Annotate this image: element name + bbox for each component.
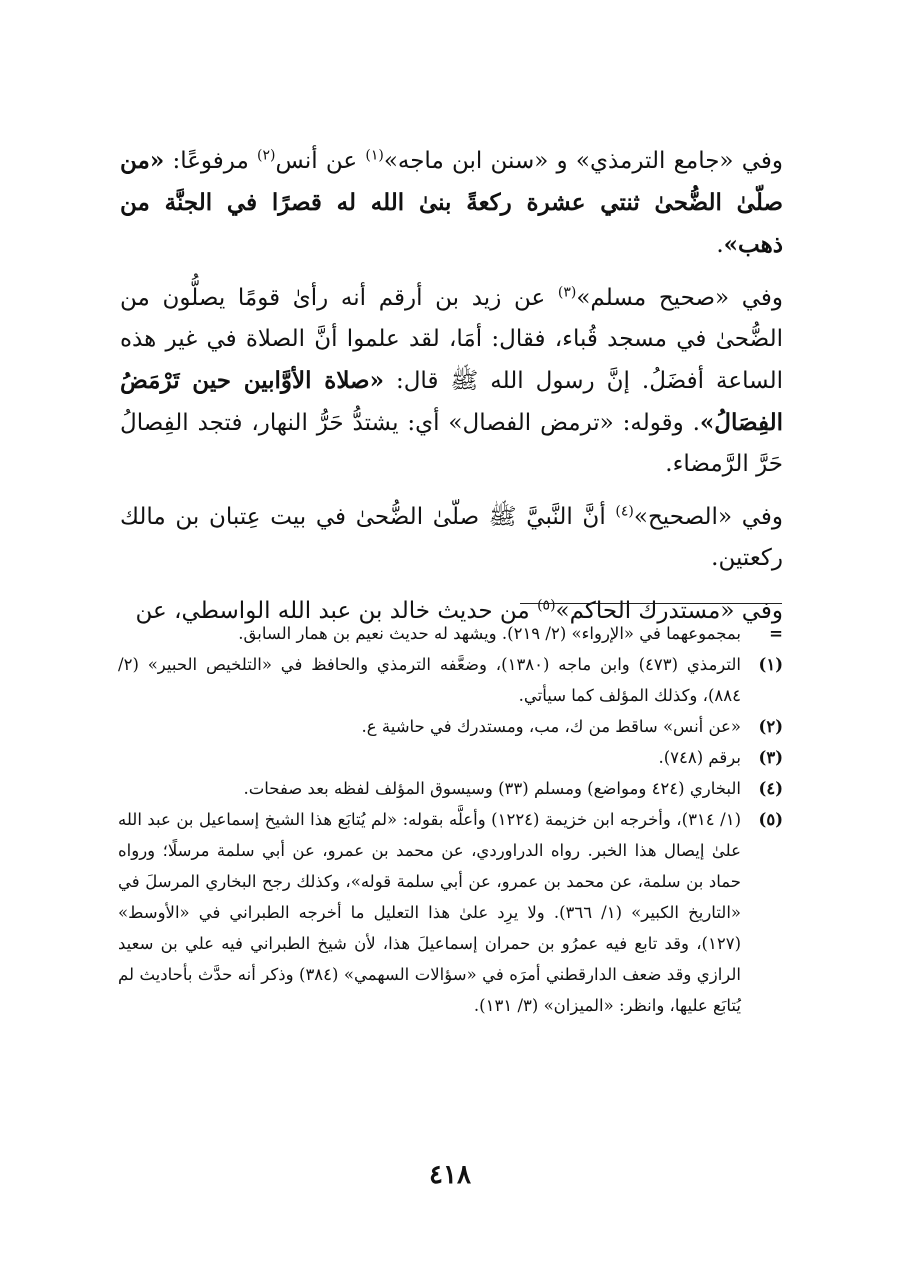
footnote-1: (١) الترمذي (٤٧٣) وابن ماجه (١٣٨٠)، وضعَّفه الترمذي والحافظ في «التلخيص الحبير» (٢/ ٨٨٤)، وكذلك المؤلف كما سيأتي. [118,655,783,705]
hadith-quote-1: «من صلّىٰ الضُّحىٰ ثنتي عشرة ركعةً بنىٰ الله له قصرًا في الجنَّة من ذهب» [120,147,783,258]
footnote-ref-4[interactable]: (٤) [615,503,634,520]
main-text [120,140,783,644]
footnote-ref-3[interactable]: (٣) [557,284,577,301]
paragraph-1: وفي «جامع الترمذي» و «سنن ابن ماجه»$^{(١)}$ عن أنس$^{(٢)}$ مرفوعًا: «من صلّىٰ الضُّحىٰ ثنتي عشرة ركعةً بنىٰ الله له قصرًا في الجنَّة من ذهب». [120,147,784,258]
paragraph-2: وفي «صحيح مسلم»$^{(٣)}$ عن زيد بن أرقم أنه رأىٰ قومًا يصلُّون من الضُّحىٰ في مسجد قُباء، فقال: أمَا، لقد علموا أنَّ الصلاة في غير هذه الساعة أفضَلُ. إنَّ رسول الله ﷺ قال: «صلاة الأوَّابين حين تَرْمَضُ الفِصَالُ». وقوله: «ترمض الفصال» أي: يشتدُّ حَرُّ النهار، فتجد الفِصالُ حَرَّ الرَّمضاء. [120,284,783,477]
footnote-ref-2[interactable]: (٢) [257,147,276,164]
footnote-2: (٢) «عن أنس» ساقط من ك، مب، ومستدرك في حاشية ع. [361,717,783,736]
paragraph-3: وفي «الصحيح»$^{(٤)}$ أنَّ النَّبيَّ ﷺ صلّىٰ الضُّحىٰ في بيت عِتبان بن مالك ركعتين. [120,503,783,571]
paragraph-4: وفي «مستدرك الحاكم»$^{(٥)}$ من حديث خالد بن عبد الله الواسطي، عن [135,597,783,624]
footnote-ref-1[interactable]: (١) [365,147,384,164]
footnote-5: (٥) (١/ ٣١٤)، وأخرجه ابن خزيمة (١٢٢٤) وأعلَّه بقوله: «لم يُتابَع هذا الشيخ إسماعيل بن عبد الله علىٰ إيصال هذا الخبر. رواه الدراوردي، عن محمد بن عمرو، عن أبي سلمة مرسلًا؛ ورواه حماد بن سلمة، عن محمد بن عمرو، عن أبي سلمة قوله»، وكذلك رجح البخاري المرسلَ في «التاريخ الكبير» (١/ ٣٦٦). ولا يرِد علىٰ هذا التعليل ما أخرجه الطبراني في «الأوسط» (١٢٧)، وقد تابع فيه عمرُو بن حمران إسماعيلَ هذا، لأن شيخ الطبراني فيه علي بن سعيد الرازي وقد ضعف الدارقطني أمرَه في «سؤالات السهمي» (٣٨٤) وذكر أنه حدَّث بأحاديث لم يُتابَع عليها، وانظر: «الميزان» (٣/ ١٣١). [118,810,783,1015]
footnote-continued: = بمجموعهما في «الإرواء» (٢/ ٢١٩). ويشهد له حديث نعيم بن همار السابق. [238,624,783,643]
footnote-ref-5[interactable]: (٥) [537,597,556,614]
page-number: ٤١٨ [429,1160,471,1190]
footnotes [118,618,783,1021]
footnote-3: (٣) برقم (٧٤٨). [658,748,783,767]
footnote-4: (٤) البخاري (٤٢٤ ومواضع) ومسلم (٣٣) وسيسوق المؤلف لفظه بعد صفحات. [243,779,783,798]
hadith-quote-2: «صلاة الأوَّابين حين تَرْمَضُ الفِصَالُ» [120,367,783,436]
